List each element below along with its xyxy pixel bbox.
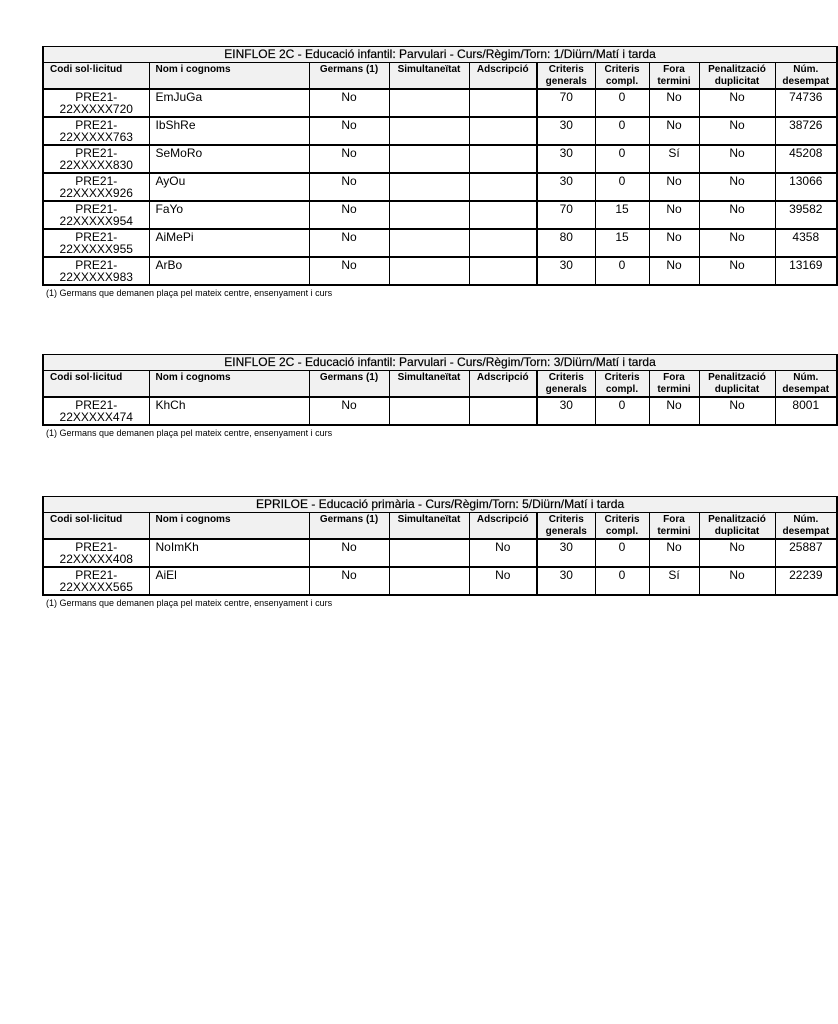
column-header-codi-solicitud: Codi sol·licitud (43, 371, 149, 398)
cell-num-desempat: 74736 (775, 89, 837, 117)
cell-fora-termini: Sí (649, 567, 699, 595)
cell-criteris-generals: 30 (537, 257, 595, 285)
cell-codi-solicitud: PRE21-22XXXXX720 (43, 89, 149, 117)
footnote: (1) Germans que demanen plaça pel mateix centre, ensenyament i curs (46, 288, 333, 298)
cell-simultaneitat (389, 539, 469, 567)
cell-germans: No (309, 229, 389, 257)
column-header-row (43, 371, 837, 398)
cell-criteris-compl: 0 (595, 145, 649, 173)
table-row (43, 257, 837, 285)
cell-penalitzacio-duplicitat: No (699, 397, 775, 425)
column-header-num-desempat: Núm. desempat (775, 63, 837, 90)
column-header-simultaneitat: Simultaneïtat (389, 513, 469, 540)
column-header-simultaneitat: Simultaneïtat (389, 371, 469, 398)
admissions-table-3 (42, 496, 838, 596)
cell-nom-cognoms: AiMePi (149, 229, 309, 257)
cell-adscripcio (469, 117, 537, 145)
cell-num-desempat: 13169 (775, 257, 837, 285)
cell-criteris-generals: 30 (537, 173, 595, 201)
cell-nom-cognoms: FaYo (149, 201, 309, 229)
cell-fora-termini: No (649, 257, 699, 285)
cell-codi-solicitud: PRE21-22XXXXX565 (43, 567, 149, 595)
cell-codi-solicitud: PRE21-22XXXXX983 (43, 257, 149, 285)
cell-adscripcio (469, 201, 537, 229)
cell-simultaneitat (389, 173, 469, 201)
column-header-criteris-generals: Criteris generals (537, 63, 595, 90)
cell-penalitzacio-duplicitat: No (699, 173, 775, 201)
table-row (43, 229, 837, 257)
cell-nom-cognoms: SeMoRo (149, 145, 309, 173)
cell-criteris-compl: 0 (595, 397, 649, 425)
cell-penalitzacio-duplicitat: No (699, 539, 775, 567)
cell-germans: No (309, 567, 389, 595)
cell-simultaneitat (389, 117, 469, 145)
table-row (43, 89, 837, 117)
table-block-3 (42, 496, 830, 608)
cell-codi-solicitud: PRE21-22XXXXX955 (43, 229, 149, 257)
cell-nom-cognoms: KhCh (149, 397, 309, 425)
cell-germans: No (309, 397, 389, 425)
column-header-criteris-generals: Criteris generals (537, 513, 595, 540)
table-title: EPRILOE - Educació primària - Curs/Règim/Torn: 5/Diürn/Matí i tarda (43, 497, 837, 513)
cell-adscripcio: No (469, 567, 537, 595)
column-header-germans: Germans (1) (309, 513, 389, 540)
cell-fora-termini: No (649, 397, 699, 425)
column-header-fora-termini: Fora termini (649, 513, 699, 540)
column-header-simultaneitat: Simultaneïtat (389, 63, 469, 90)
cell-num-desempat: 39582 (775, 201, 837, 229)
cell-penalitzacio-duplicitat: No (699, 257, 775, 285)
cell-simultaneitat (389, 89, 469, 117)
table-title: EINFLOE 2C - Educació infantil: Parvulari - Curs/Règim/Torn: 3/Diürn/Matí i tarda (43, 355, 837, 371)
footnote: (1) Germans que demanen plaça pel mateix centre, ensenyament i curs (46, 428, 333, 438)
cell-nom-cognoms: AyOu (149, 173, 309, 201)
cell-criteris-compl: 15 (595, 201, 649, 229)
cell-codi-solicitud: PRE21-22XXXXX926 (43, 173, 149, 201)
table-row (43, 117, 837, 145)
cell-simultaneitat (389, 257, 469, 285)
cell-num-desempat: 8001 (775, 397, 837, 425)
column-header-adscripcio: Adscripció (469, 63, 537, 90)
cell-codi-solicitud: PRE21-22XXXXX954 (43, 201, 149, 229)
cell-num-desempat: 38726 (775, 117, 837, 145)
cell-germans: No (309, 257, 389, 285)
column-header-germans: Germans (1) (309, 63, 389, 90)
table-block-2 (42, 354, 830, 438)
cell-fora-termini: No (649, 539, 699, 567)
column-header-penalitzacio-duplicitat: Penalització duplicitat (699, 513, 775, 540)
cell-criteris-compl: 0 (595, 257, 649, 285)
cell-criteris-generals: 30 (537, 145, 595, 173)
column-header-row (43, 513, 837, 540)
cell-germans: No (309, 145, 389, 173)
column-header-num-desempat: Núm. desempat (775, 513, 837, 540)
footnote: (1) Germans que demanen plaça pel mateix centre, ensenyament i curs (46, 598, 333, 608)
cell-num-desempat: 45208 (775, 145, 837, 173)
cell-fora-termini: No (649, 117, 699, 145)
cell-criteris-generals: 30 (537, 117, 595, 145)
cell-adscripcio (469, 145, 537, 173)
cell-nom-cognoms: ArBo (149, 257, 309, 285)
cell-penalitzacio-duplicitat: No (699, 117, 775, 145)
cell-adscripcio (469, 173, 537, 201)
column-header-num-desempat: Núm. desempat (775, 371, 837, 398)
cell-germans: No (309, 539, 389, 567)
column-header-adscripcio: Adscripció (469, 513, 537, 540)
column-header-row (43, 63, 837, 90)
cell-fora-termini: No (649, 173, 699, 201)
cell-criteris-compl: 0 (595, 567, 649, 595)
cell-nom-cognoms: EmJuGa (149, 89, 309, 117)
table-title: EINFLOE 2C - Educació infantil: Parvulari - Curs/Règim/Torn: 1/Diürn/Matí i tarda (43, 47, 837, 63)
table-row (43, 567, 837, 595)
table-row (43, 201, 837, 229)
column-header-germans: Germans (1) (309, 371, 389, 398)
cell-criteris-generals: 70 (537, 89, 595, 117)
cell-adscripcio (469, 229, 537, 257)
table-row (43, 539, 837, 567)
cell-adscripcio: No (469, 539, 537, 567)
cell-fora-termini: Sí (649, 145, 699, 173)
column-header-criteris-generals: Criteris generals (537, 371, 595, 398)
table-row (43, 173, 837, 201)
cell-nom-cognoms: IbShRe (149, 117, 309, 145)
table-block-1 (42, 46, 830, 298)
cell-criteris-compl: 0 (595, 539, 649, 567)
cell-penalitzacio-duplicitat: No (699, 89, 775, 117)
cell-germans: No (309, 89, 389, 117)
cell-simultaneitat (389, 397, 469, 425)
cell-nom-cognoms: AiEl (149, 567, 309, 595)
cell-germans: No (309, 117, 389, 145)
table-title-row (43, 47, 837, 63)
column-header-penalitzacio-duplicitat: Penalització duplicitat (699, 371, 775, 398)
table-row (43, 397, 837, 425)
column-header-codi-solicitud: Codi sol·licitud (43, 513, 149, 540)
cell-criteris-compl: 0 (595, 173, 649, 201)
cell-criteris-generals: 30 (537, 397, 595, 425)
cell-criteris-compl: 0 (595, 89, 649, 117)
cell-num-desempat: 13066 (775, 173, 837, 201)
cell-codi-solicitud: PRE21-22XXXXX474 (43, 397, 149, 425)
cell-germans: No (309, 173, 389, 201)
cell-adscripcio (469, 397, 537, 425)
cell-criteris-compl: 0 (595, 117, 649, 145)
column-header-nom-cognoms: Nom i cognoms (149, 371, 309, 398)
table-title-row (43, 497, 837, 513)
column-header-fora-termini: Fora termini (649, 371, 699, 398)
cell-criteris-generals: 30 (537, 567, 595, 595)
cell-penalitzacio-duplicitat: No (699, 229, 775, 257)
cell-penalitzacio-duplicitat: No (699, 567, 775, 595)
column-header-codi-solicitud: Codi sol·licitud (43, 63, 149, 90)
cell-simultaneitat (389, 145, 469, 173)
cell-criteris-generals: 70 (537, 201, 595, 229)
cell-num-desempat: 4358 (775, 229, 837, 257)
cell-fora-termini: No (649, 89, 699, 117)
cell-codi-solicitud: PRE21-22XXXXX763 (43, 117, 149, 145)
column-header-nom-cognoms: Nom i cognoms (149, 513, 309, 540)
admissions-table-1 (42, 46, 838, 286)
column-header-adscripcio: Adscripció (469, 371, 537, 398)
cell-germans: No (309, 201, 389, 229)
cell-fora-termini: No (649, 201, 699, 229)
column-header-penalitzacio-duplicitat: Penalització duplicitat (699, 63, 775, 90)
cell-penalitzacio-duplicitat: No (699, 145, 775, 173)
cell-num-desempat: 22239 (775, 567, 837, 595)
admissions-table-2 (42, 354, 838, 426)
column-header-criteris-compl: Criteris compl. (595, 371, 649, 398)
cell-simultaneitat (389, 229, 469, 257)
column-header-fora-termini: Fora termini (649, 63, 699, 90)
cell-simultaneitat (389, 567, 469, 595)
cell-num-desempat: 25887 (775, 539, 837, 567)
column-header-criteris-compl: Criteris compl. (595, 63, 649, 90)
cell-criteris-compl: 15 (595, 229, 649, 257)
cell-simultaneitat (389, 201, 469, 229)
cell-criteris-generals: 80 (537, 229, 595, 257)
table-row (43, 145, 837, 173)
cell-codi-solicitud: PRE21-22XXXXX830 (43, 145, 149, 173)
cell-criteris-generals: 30 (537, 539, 595, 567)
cell-fora-termini: No (649, 229, 699, 257)
cell-adscripcio (469, 89, 537, 117)
cell-codi-solicitud: PRE21-22XXXXX408 (43, 539, 149, 567)
column-header-criteris-compl: Criteris compl. (595, 513, 649, 540)
column-header-nom-cognoms: Nom i cognoms (149, 63, 309, 90)
cell-adscripcio (469, 257, 537, 285)
cell-nom-cognoms: NoImKh (149, 539, 309, 567)
table-title-row (43, 355, 837, 371)
cell-penalitzacio-duplicitat: No (699, 201, 775, 229)
